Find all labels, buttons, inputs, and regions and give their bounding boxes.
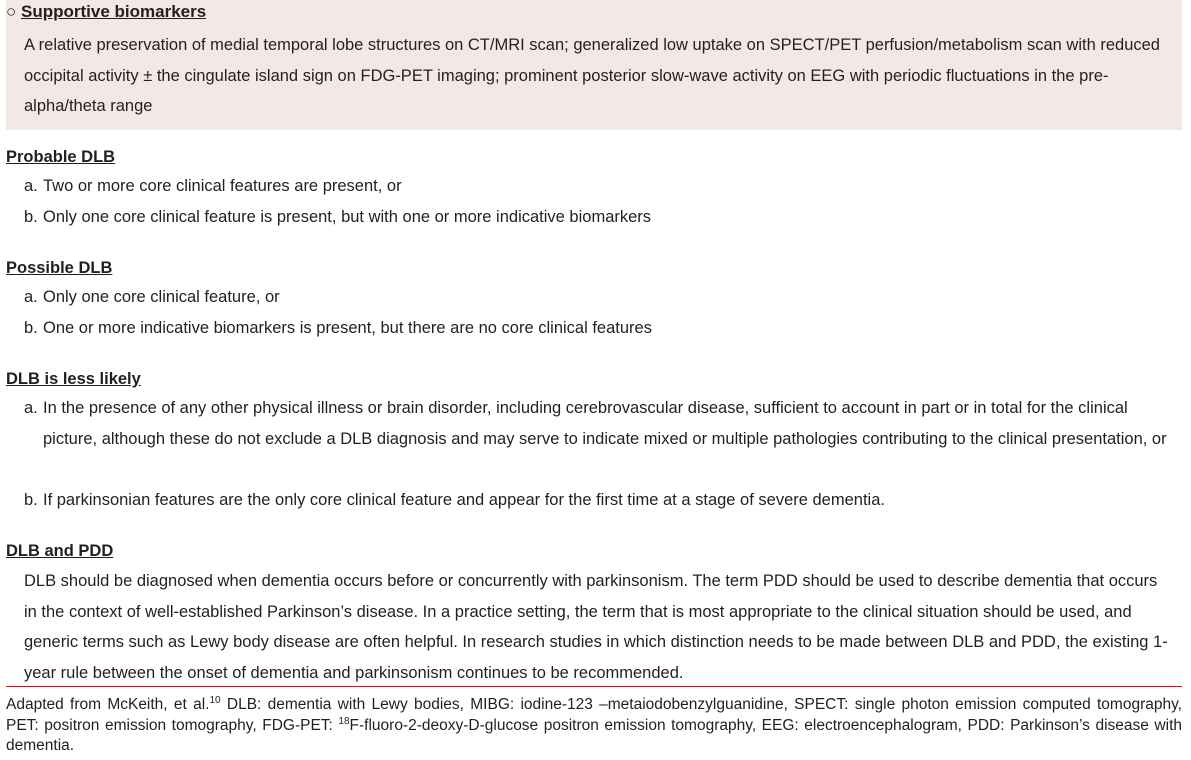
- dlb-pdd-title: DLB and PDD: [6, 542, 114, 560]
- item-text: Two or more core clinical features are present, or: [43, 177, 402, 195]
- dlb-pdd-text: DLB should be diagnosed when dementia occurs before or concurrently with parkinsonism. The term PDD should be used to describe dementia that occurs in the context of well-established Parkinson’s disease. In a practice setting, the term that is most appropriate to the clinical situation should be used, and generic terms such as Lewy body disease are often helpful. In research studies in which distinction needs to be made between DLB and PDD, the existing 1-year rule between the onset of dementia and parkinsonism continues to be recommended.: [24, 572, 1168, 682]
- probable-dlb-title: Probable DLB: [6, 148, 116, 166]
- footnote-source: Adapted from McKeith, et al.: [6, 696, 210, 713]
- footnote-abbreviations-cont: F-fluoro-2-deoxy-D-glucose positron emission tomography, EEG: electroencephalogram, PDD: Parkinson’s disease with dementia.: [6, 716, 1182, 754]
- less-likely-item-b: [24, 485, 1174, 516]
- possible-item-a: [24, 282, 1174, 313]
- item-label: a.: [24, 399, 38, 417]
- table-footnote: [6, 695, 1182, 757]
- item-text: One or more indicative biomarkers is present, but there are no core clinical features: [43, 319, 652, 337]
- supportive-biomarkers-heading: [6, 2, 206, 22]
- item-label: b.: [24, 208, 38, 226]
- item-label: b.: [24, 491, 38, 509]
- supportive-biomarkers-text: A relative preservation of medial temporal lobe structures on CT/MRI scan; generalized low uptake on SPECT/PET perfusion/metabolism scan with reduced occipital activity ± the cingulate island sign on FDG-PET imaging; prominent posterior slow-wave activity on EEG with periodic fluctuations in the pre-alpha/theta range: [24, 36, 1160, 115]
- less-likely-item-a: [24, 393, 1174, 455]
- supportive-biomarkers-title: Supportive biomarkers: [21, 2, 207, 21]
- item-label: b.: [24, 319, 38, 337]
- less-likely-title: DLB is less likely: [6, 370, 141, 388]
- isotope-superscript: 18: [338, 715, 350, 727]
- item-text: Only one core clinical feature is present, but with one or more indicative biomarkers: [43, 208, 652, 226]
- probable-item-b: [24, 202, 1174, 233]
- probable-item-a: [24, 171, 1174, 202]
- item-label: a.: [24, 177, 38, 195]
- possible-dlb-title: Possible DLB: [6, 259, 113, 277]
- item-label: a.: [24, 288, 38, 306]
- footnote-abbreviations: DLB: dementia with Lewy bodies, MIBG: iodine-123 –metaiodobenzylguanidine, SPECT: single photon emission computed tomography, PET: positron emission tomography, FDG-PET:: [6, 696, 1182, 734]
- circle-bullet-icon: ○: [6, 2, 17, 21]
- item-text: If parkinsonian features are the only core clinical feature and appear for the first time at a stage of severe dementia.: [43, 491, 885, 509]
- item-text: In the presence of any other physical illness or brain disorder, including cerebrovascular disease, sufficient to account in part or in total for the clinical picture, although these do not exclude a DLB diagnosis and may serve to indicate mixed or multiple pathologies contributing to the clinical presentation, or: [43, 399, 1167, 448]
- item-text: Only one core clinical feature, or: [43, 288, 280, 306]
- footnote-divider: [6, 686, 1182, 687]
- footnote-reference: 10: [209, 694, 221, 706]
- possible-item-b: [24, 313, 1174, 344]
- supportive-biomarkers-box: [6, 0, 1182, 130]
